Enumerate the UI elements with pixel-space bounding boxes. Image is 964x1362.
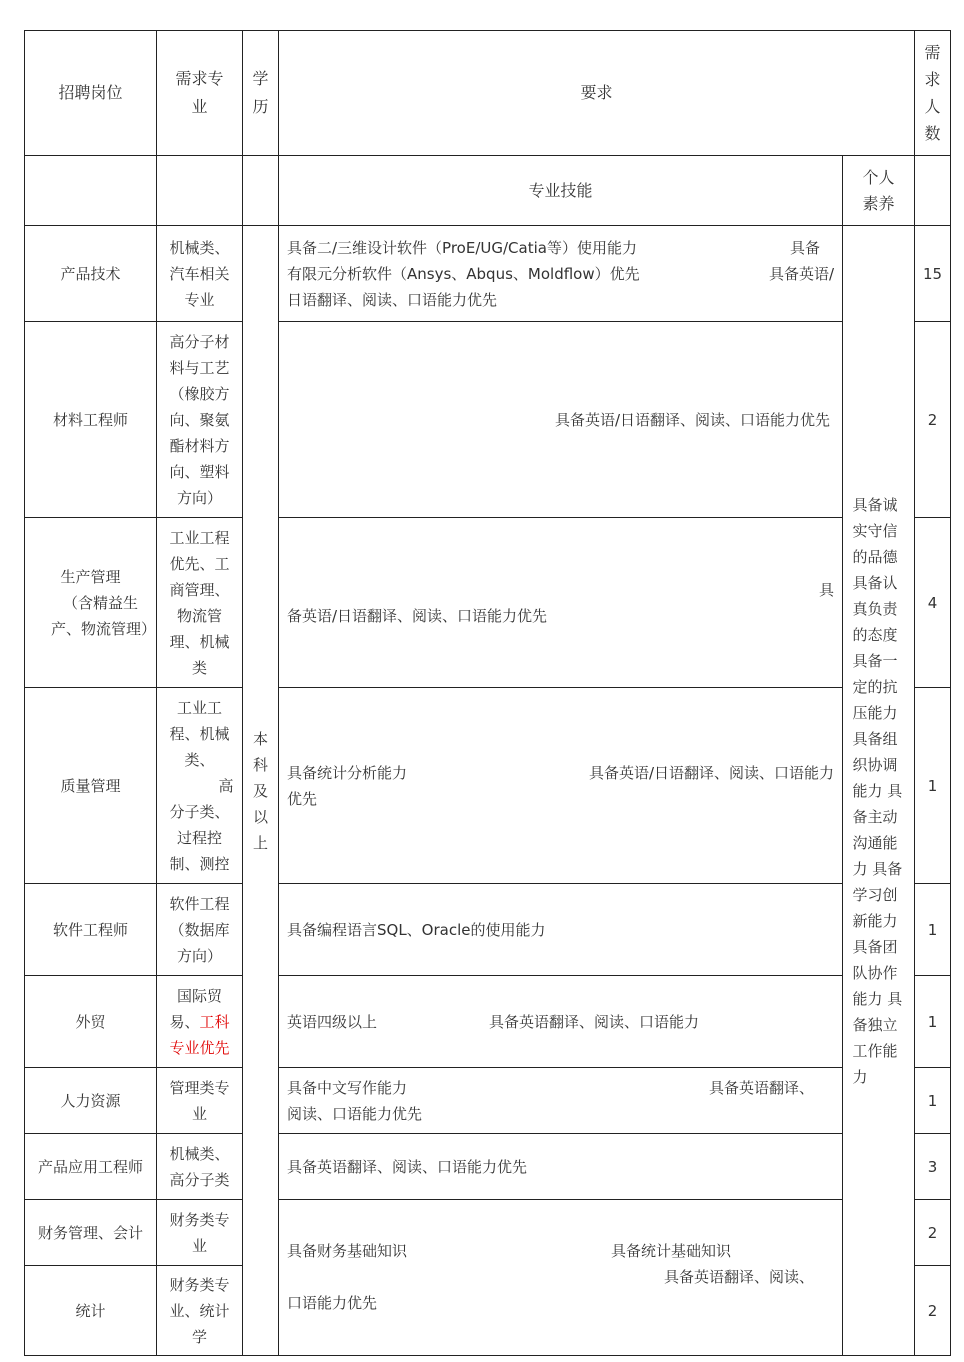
count-cell: 3 (915, 1134, 951, 1200)
position-cell: 材料工程师 (25, 322, 157, 518)
skills-text: 具 (818, 580, 834, 599)
major-text: 国际贸易、 (169, 986, 222, 1031)
skills-cell: 具备英语/日语翻译、阅读、口语能力优先 (279, 322, 843, 518)
major-cell: 工业工程优先、工商管理、物流管理、机械类 (157, 518, 243, 688)
skills-text: 日语翻译、阅读、口语能力优先 (287, 290, 498, 309)
skills-text: 具备英语翻译、阅读、 (663, 1267, 814, 1286)
major-cell (157, 976, 243, 1068)
skills-cell (279, 1200, 843, 1356)
skills-text: 备英语/日语翻译、阅读、口语能力优先 (287, 606, 548, 625)
skills-text: 具备二/三维设计软件（ProE/UG/Catia等）使用能力 (287, 238, 637, 257)
major-cell: 机械类、高分子类 (157, 1134, 243, 1200)
header-position: 招聘岗位 (25, 31, 157, 156)
count-cell: 2 (915, 1266, 951, 1356)
skills-text: 具备中文写作能力 (287, 1078, 408, 1097)
major-cell: 软件工程（数据库方向） (157, 884, 243, 976)
major-cell: 管理类专业 (157, 1068, 243, 1134)
skills-text: 具备 (789, 238, 820, 257)
skills-text: 阅读、口语能力优先 (287, 1104, 423, 1123)
skills-cell (279, 976, 843, 1068)
recruitment-table (24, 30, 951, 1356)
major-cell: 高分子材料与工艺（橡胶方向、聚氨酯材料方向、塑料方向） (157, 322, 243, 518)
skills-cell (279, 518, 843, 688)
header-empty-major (157, 156, 243, 226)
skills-text: 具备英语翻译、 (708, 1078, 814, 1097)
position-cell: 产品应用工程师 (25, 1134, 157, 1200)
header-empty-education (243, 156, 279, 226)
header-education: 学历 (243, 31, 279, 156)
count-cell: 4 (915, 518, 951, 688)
position-text: 生产管理 (60, 567, 121, 586)
skills-cell (279, 226, 843, 322)
skills-text: 具备统计基础知识 (611, 1241, 732, 1260)
header-major: 需求专业 (157, 31, 243, 156)
qualities-cell: 具备诚实守信的品德具备认真负责的态度具备一定的抗压能力 具备组织协调能力 具备主动沟通能力 具备学习创新能力 具备团队协作能力 具备独立工作能力 (843, 226, 915, 1356)
skills-cell: 具备英语翻译、阅读、口语能力优先 (279, 1134, 843, 1200)
position-cell: 外贸 (25, 976, 157, 1068)
position-cell: 质量管理 (25, 688, 157, 884)
major-text: 分子类、过程控制、测控 (169, 802, 230, 873)
position-cell (25, 518, 157, 688)
skills-text: 具备英语翻译、阅读、口语能力 (489, 1012, 700, 1031)
major-text: 工业工程、机械类、 (169, 698, 230, 769)
skills-cell: 具备编程语言SQL、Oracle的使用能力 (279, 884, 843, 976)
skills-text: 具备英语/日语翻译、阅读、口语能力 (588, 763, 834, 782)
count-cell: 2 (915, 322, 951, 518)
count-cell: 1 (915, 1068, 951, 1134)
skills-text: 口语能力优先 (287, 1293, 378, 1312)
skills-text: 具备统计分析能力 (287, 763, 408, 782)
position-cell: 人力资源 (25, 1068, 157, 1134)
count-cell: 1 (915, 688, 951, 884)
major-cell: 财务类专业、统计学 (157, 1266, 243, 1356)
count-cell: 1 (915, 976, 951, 1068)
position-cell: 统计 (25, 1266, 157, 1356)
major-cell: 财务类专业 (157, 1200, 243, 1266)
major-highlight: 工科专业优先 (169, 1012, 230, 1057)
position-cell: 财务管理、会计 (25, 1200, 157, 1266)
skills-cell (279, 688, 843, 884)
count-cell: 1 (915, 884, 951, 976)
major-cell (157, 688, 243, 884)
skills-text: 有限元分析软件（Ansys、Abqus、Moldflow）优先 (287, 264, 640, 283)
header-empty-position (25, 156, 157, 226)
skills-text: 优先 (287, 789, 318, 808)
skills-cell (279, 1068, 843, 1134)
major-text: 高 (218, 776, 234, 795)
major-cell: 机械类、汽车相关专业 (157, 226, 243, 322)
header-skills: 专业技能 (279, 156, 843, 226)
skills-text: 英语四级以上 (287, 1012, 378, 1031)
header-headcount: 需求人数 (915, 31, 951, 156)
header-empty-count (915, 156, 951, 226)
count-cell: 2 (915, 1200, 951, 1266)
header-requirements: 要求 (279, 31, 915, 156)
count-cell: 15 (915, 226, 951, 322)
header-qualities: 个人素养 (843, 156, 915, 226)
position-cell: 软件工程师 (25, 884, 157, 976)
skills-text: 具备财务基础知识 (287, 1241, 408, 1260)
skills-text: 具备英语/ (768, 264, 834, 283)
position-cell: 产品技术 (25, 226, 157, 322)
education-cell: 本科及以上 (243, 226, 279, 1356)
position-text: （含精益生产、物流管理） (51, 593, 157, 638)
